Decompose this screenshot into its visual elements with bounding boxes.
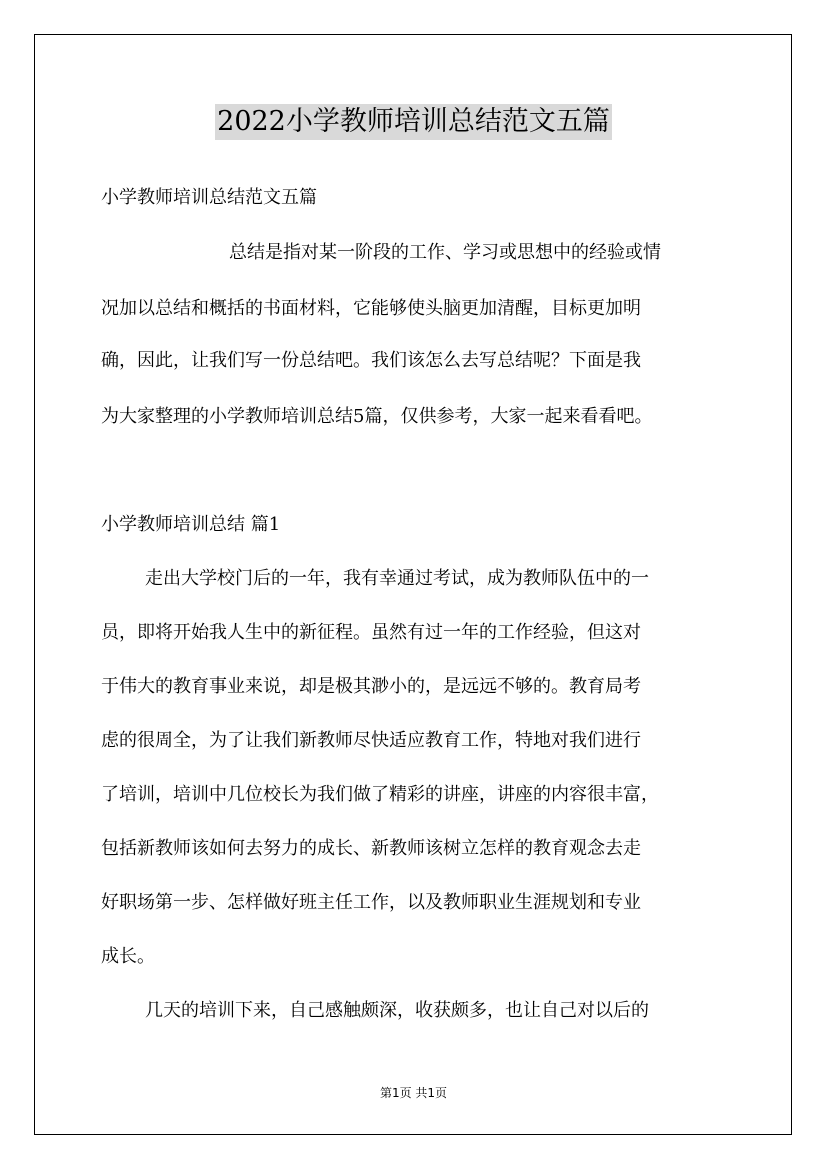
document-title: 2022小学教师培训总结范文五篇 — [215, 104, 612, 140]
body-line: 虑的很周全，为了让我们新教师尽快适应教育工作，特地对我们进行 — [101, 730, 641, 751]
body-line: 几天的培训下来，自己感触颇深，收获颇多，也让自己对以后的 — [145, 1000, 649, 1021]
intro-line: 为大家整理的小学教师培训总结5篇，仅供参考，大家一起来看看吧。 — [101, 406, 653, 427]
page-footer: 第1页 共1页 — [379, 1086, 448, 1100]
intro-line: 确，因此，让我们写一份总结吧。我们该怎么去写总结呢？下面是我 — [101, 350, 641, 371]
body-line: 好职场第一步、怎样做好班主任工作，以及教师职业生涯规划和专业 — [101, 892, 641, 913]
body-line: 员，即将开始我人生中的新征程。虽然有过一年的工作经验，但这对 — [101, 622, 641, 643]
intro-line: 总结是指对某一阶段的工作、学习或思想中的经验或情 — [229, 242, 661, 263]
title-container — [0, 104, 827, 140]
body-line: 于伟大的教育事业来说，却是极其渺小的，是远远不够的。教育局考 — [101, 676, 641, 697]
intro-line: 况加以总结和概括的书面材料，它能够使头脑更加清醒，目标更加明 — [101, 298, 641, 319]
body-line: 成长。 — [101, 946, 155, 967]
section-heading: 小学教师培训总结 篇1 — [101, 514, 281, 535]
body-line: 了培训，培训中几位校长为我们做了精彩的讲座，讲座的内容很丰富， — [101, 784, 659, 805]
document-subtitle: 小学教师培训总结范文五篇 — [101, 187, 317, 208]
body-line: 走出大学校门后的一年，我有幸通过考试，成为教师队伍中的一 — [145, 568, 649, 589]
body-line: 包括新教师该如何去努力的成长、新教师该树立怎样的教育观念去走 — [101, 838, 641, 859]
